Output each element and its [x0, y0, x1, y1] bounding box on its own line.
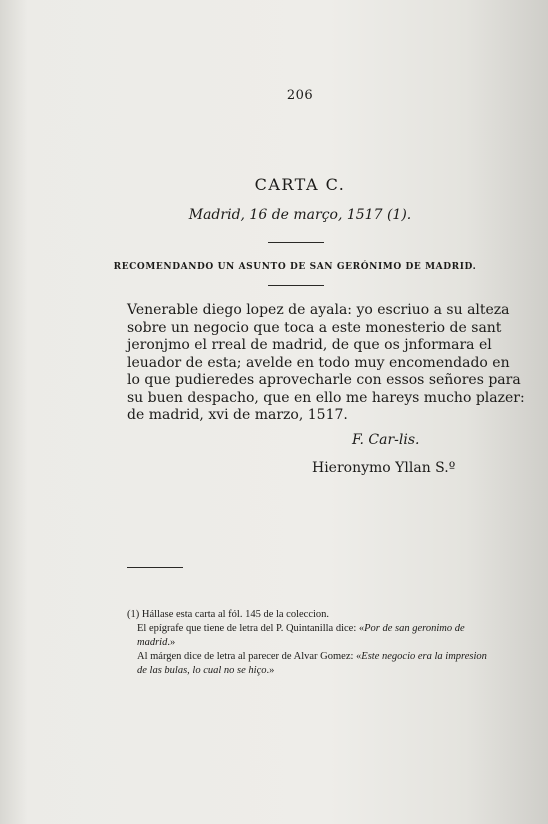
- body-line: sobre un negocio que toca a este monesterio de sant: [127, 319, 502, 336]
- body-line: leuador de esta; avelde en todo muy encomendado en: [127, 354, 510, 371]
- divider-rule-top: [268, 242, 324, 243]
- body-line: Venerable diego lopez de ayala: yo escriuo a su alteza: [127, 302, 510, 318]
- body-line: de madrid, xvi de marzo, 1517.: [127, 407, 348, 423]
- footnote-2-end: .»: [167, 637, 176, 648]
- letter-title: CARTA C.: [254, 175, 346, 194]
- footnote-2: [127, 622, 487, 650]
- signature-primary: F. Car-lis.: [352, 432, 420, 448]
- footnote-rule: [127, 567, 183, 568]
- body-line: lo que pudieredes aprovecharle con essos señores para: [127, 372, 521, 388]
- letter-body: [127, 302, 525, 425]
- letter-subject: RECOMENDANDO UN ASUNTO DE SAN GERÓNIMO DE MADRID.: [113, 262, 477, 272]
- page-number: 206: [286, 88, 314, 103]
- letter-dateline: Madrid, 16 de março, 1517 (1).: [188, 207, 412, 223]
- footnote-3: [127, 650, 487, 678]
- page-gutter-shadow: [0, 0, 28, 824]
- signature-secondary: Hieronymo Yllan S.º: [312, 460, 456, 476]
- divider-rule-bottom: [268, 285, 324, 286]
- footnotes: [127, 608, 487, 678]
- body-line: su buen despacho, que en ello me hareys mucho plazer:: [127, 389, 525, 406]
- footnote-3-text: Al márgen dice de letra al parecer de Alvar Gomez: «: [137, 651, 362, 662]
- footnote-1: (1) Hállase esta carta al fól. 145 de la coleccion.: [127, 609, 330, 620]
- footnote-2-quote-a: Por de san: [364, 623, 410, 634]
- body-line: jeronjmo el rreal de madrid, de que os jnformara el: [127, 337, 492, 353]
- footnote-3-quote-a: Este negocio: [361, 651, 416, 662]
- footnote-3-end: .»: [266, 665, 275, 676]
- footnote-2-text: El epígrafe que tiene de letra del P. Quintanilla dice: «: [137, 623, 365, 634]
- footnote-2-quote-b: geronimo de madrid: [137, 623, 465, 648]
- footnote-3-quote-b: era la impresion de las bulas, lo cual no se hiço: [137, 651, 487, 676]
